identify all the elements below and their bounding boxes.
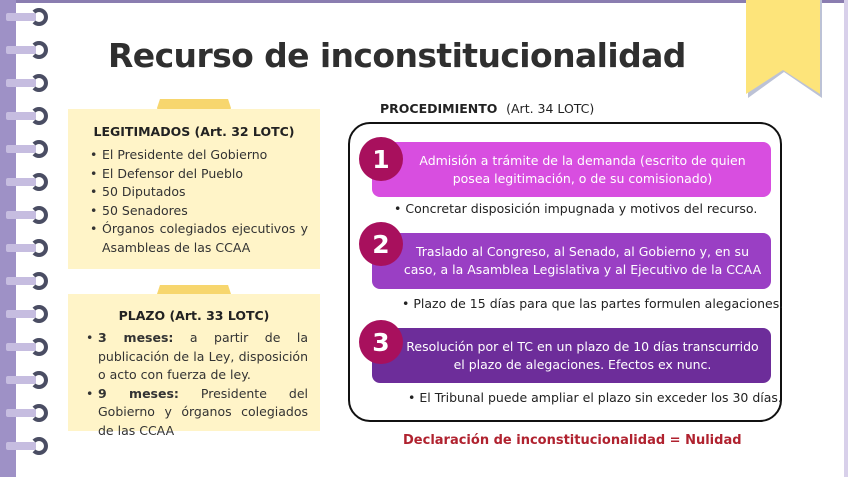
step-1-text: Admisión a trámite de la demanda (escrito de quien posea legitimación, o de su comisionado) <box>419 152 746 186</box>
list-item <box>84 329 308 385</box>
step-3-note: • El Tribunal puede ampliar el plazo sin exceder los 30 días. <box>408 390 782 405</box>
page-title: Recurso de inconstitucionalidad <box>108 36 686 75</box>
step-2-bar <box>372 233 771 289</box>
right-border <box>844 0 848 477</box>
procedimiento-article: (Art. 34 LOTC) <box>506 101 595 116</box>
legitimados-box <box>68 109 320 269</box>
plazo-period: 3 meses: <box>98 330 174 345</box>
legitimados-list <box>68 146 320 257</box>
plazo-description: a partir de la publicación de la Ley, disposición o acto con fuerza de ley. <box>98 330 308 382</box>
legitimados-heading: LEGITIMADOS (Art. 32 LOTC) <box>93 124 295 139</box>
bookmark-ribbon-icon <box>746 0 822 98</box>
conclusion-text: Declaración de inconstitucionalidad = Nulidad <box>403 433 742 448</box>
step-1-number: 1 <box>359 137 403 181</box>
step-2-number: 2 <box>359 222 403 266</box>
list-item: • El Defensor del Pueblo <box>88 165 308 184</box>
step-1-bar <box>372 142 771 197</box>
notebook-spiral-binding <box>0 0 52 477</box>
plazo-description: Presidente del Gobierno y órganos colegiados de las CCAA <box>98 385 308 438</box>
step-3-number: 3 <box>359 320 403 364</box>
step-2-note: • Plazo de 15 días para que las partes formulen alegaciones. <box>402 296 783 311</box>
step-1-note: • Concretar disposición impugnada y motivos del recurso. <box>394 201 757 216</box>
procedimiento-label: PROCEDIMIENTO <box>380 101 498 116</box>
list-item: • Órganos colegiados ejecutivos y Asambleas de las CCAA <box>88 220 308 257</box>
step-3-bar <box>372 328 771 383</box>
procedimiento-heading <box>380 101 594 116</box>
step-3-text: Resolución por el TC en un plazo de 10 días transcurrido el plazo de alegaciones. Efectos ex nunc. <box>406 338 759 372</box>
step-2-text: Traslado al Congreso, al Senado, al Gobierno y, en su caso, a la Asamblea Legislativa y al Ejecutivo de la CCAA <box>403 244 762 277</box>
list-item: • 50 Diputados <box>88 183 308 202</box>
plazo-heading: PLAZO (Art. 33 LOTC) <box>118 308 270 323</box>
plazo-list <box>68 329 320 440</box>
list-item <box>84 385 308 441</box>
top-border <box>0 0 848 3</box>
plazo-box <box>68 294 320 438</box>
list-item: • El Presidente del Gobierno <box>88 146 308 165</box>
list-item: • 50 Senadores <box>88 202 308 221</box>
plazo-period: 9 meses: <box>98 385 179 401</box>
